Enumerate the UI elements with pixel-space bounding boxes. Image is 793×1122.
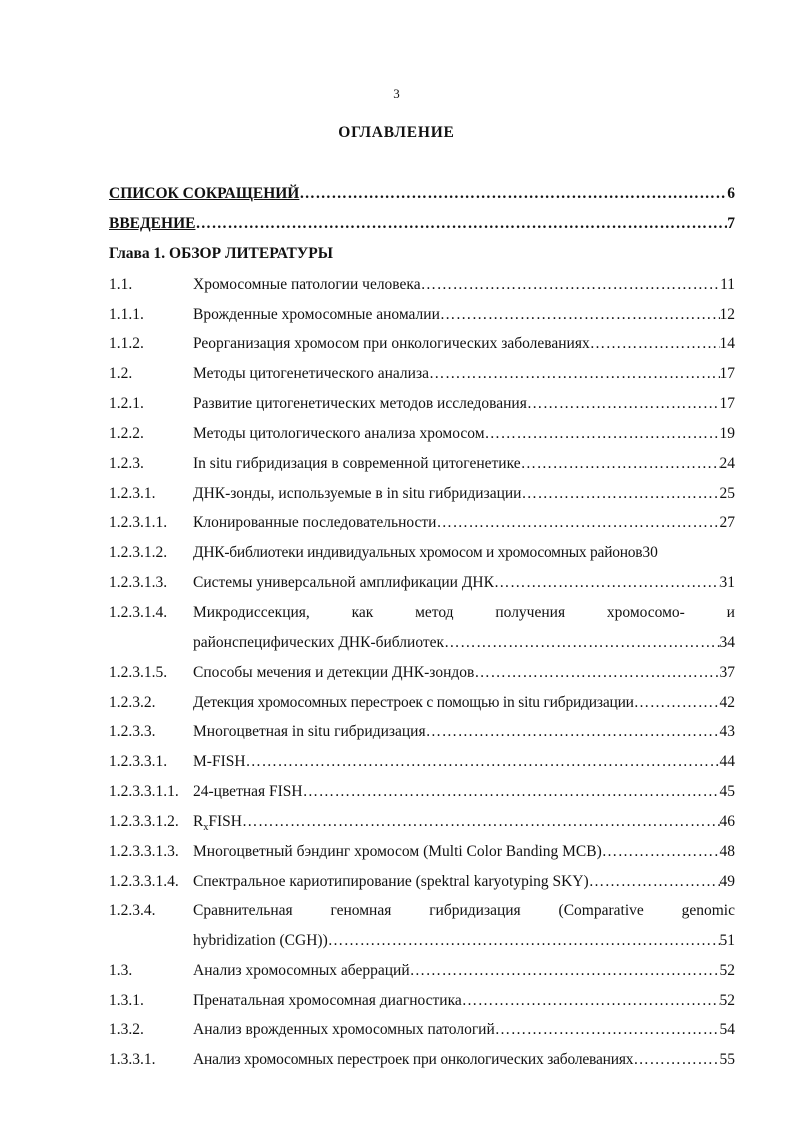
toc-entry-text: Врожденные хромосомные аномалии: [193, 306, 440, 323]
toc-entry-page: 45: [719, 783, 735, 800]
toc-entry[interactable]: [109, 752, 735, 772]
toc-entry-number: 1.2.: [109, 365, 133, 382]
word: получения: [495, 604, 566, 621]
toc-entry-number: 1.2.3.3.1.4.: [109, 873, 179, 890]
toc-entry-page: 17: [719, 395, 735, 412]
toc-entry-text: ДНК-библиотеки индивидуальных хромосом и хромосомных районов: [193, 544, 643, 561]
toc-entry[interactable]: [109, 991, 735, 1011]
toc-entry-text: Детекция хромосомных перестроек с помощью in situ гибридизации: [193, 694, 634, 711]
toc-entry-page: 54: [719, 1021, 735, 1038]
leader-dots: [527, 394, 720, 414]
toc-entry-text: Пренатальная хромосомная диагностика: [193, 992, 462, 1009]
toc-entry-justified-line[interactable]: [193, 901, 735, 921]
leader-dots: [436, 513, 719, 533]
toc-entry-continuation[interactable]: [193, 931, 735, 951]
toc-entry-page: 37: [719, 664, 735, 681]
toc-entry-number: 1.1.1.: [109, 306, 144, 323]
word: гибридизация: [429, 902, 521, 919]
leader-dots: [328, 931, 720, 951]
toc-entry-number: 1.2.3.1.: [109, 485, 156, 502]
chapter-heading: [109, 244, 735, 264]
word: геномная: [330, 902, 392, 919]
toc-entry-abbreviations[interactable]: [109, 184, 735, 204]
toc-entry[interactable]: [109, 573, 735, 593]
toc-entry-number: 1.2.2.: [109, 425, 144, 442]
toc-entry-number: 1.2.3.1.1.: [109, 514, 168, 531]
toc-entry-number: 1.2.3.1.3.: [109, 574, 168, 591]
toc-entry-text: M-FISH: [193, 753, 246, 770]
page-title: ОГЛАВЛЕНИЕ: [338, 124, 455, 141]
leader-dots: [495, 1020, 720, 1040]
toc-entry-text: Спектральное кариотипирование (spektral karyotyping SKY): [193, 873, 589, 890]
toc-entry-number: 1.1.: [109, 276, 133, 293]
toc-entry-text: районспецифических ДНК-библиотек: [193, 634, 445, 651]
toc-entry[interactable]: [109, 663, 735, 683]
toc-entry-page: 6: [727, 185, 735, 202]
toc-entry[interactable]: [109, 275, 735, 295]
toc-entry-number: 1.2.3.3.1.2.: [109, 813, 179, 830]
leader-dots: [602, 842, 720, 862]
toc-entry-text: Способы мечения и детекции ДНК-зондов: [193, 664, 475, 681]
word: метод: [415, 604, 454, 621]
toc-entry[interactable]: [109, 842, 735, 862]
leader-dots: [303, 782, 720, 802]
leader-dots: [521, 484, 719, 504]
word: и: [726, 604, 735, 621]
toc-entry-page: 30: [642, 544, 658, 561]
word: genomic: [681, 902, 735, 919]
leader-dots: [633, 1050, 719, 1070]
leader-dots: [485, 424, 720, 444]
word: хромосомо-: [606, 604, 685, 621]
toc-entry-number: 1.2.1.: [109, 395, 144, 412]
toc-entry-page: 44: [719, 753, 735, 770]
toc-entry-text: hybridization (CGH)): [193, 932, 328, 949]
word: Сравнительная: [193, 902, 293, 919]
toc-entry-text: Реорганизация хромосом при онкологических заболеваниях: [193, 335, 590, 352]
toc-entry[interactable]: [109, 872, 735, 892]
toc-entry-number: 1.3.3.1.: [109, 1051, 156, 1068]
chapter-heading-text: Глава 1. ОБЗОР ЛИТЕРАТУРЫ: [109, 245, 333, 262]
toc-entry-justified-line[interactable]: [193, 603, 735, 623]
toc-entry-number: 1.2.3.4.: [109, 902, 156, 919]
toc-entry-page: 49: [719, 873, 735, 890]
leader-dots: [590, 334, 720, 354]
toc-entry-page: 46: [719, 813, 735, 830]
toc-entry-text: Методы цитогенетического анализа: [193, 365, 429, 382]
leader-dots: [521, 454, 720, 474]
leader-dots: [410, 961, 720, 981]
toc-entry-number: 1.3.1.: [109, 992, 144, 1009]
leader-dots: [299, 184, 727, 204]
toc-entry-page: 17: [719, 365, 735, 382]
leader-dots: [421, 275, 720, 295]
word: как: [351, 604, 374, 621]
toc-entry-text: 24-цветная FISH: [193, 783, 303, 800]
leader-dots: [440, 305, 720, 325]
toc-entry-number: 1.1.2.: [109, 335, 144, 352]
toc-entry[interactable]: [109, 1020, 735, 1040]
toc-entry-page: 24: [719, 455, 735, 472]
toc-entry-number: 1.2.3.3.1.3.: [109, 843, 179, 860]
toc-entry-page: 14: [719, 335, 735, 352]
toc-entry[interactable]: [109, 543, 735, 563]
toc-entry-text: ДНК-зонды, используемые в in situ гибридизации: [193, 485, 522, 502]
toc-entry[interactable]: [109, 782, 735, 802]
toc-entry[interactable]: [109, 722, 735, 742]
leader-dots: [474, 663, 719, 683]
toc-entry-page: 52: [719, 992, 735, 1009]
toc-entry[interactable]: [109, 334, 735, 354]
toc-entry-number: 1.3.2.: [109, 1021, 144, 1038]
toc-entry-page: 12: [719, 306, 735, 323]
toc-entry-text: Системы универсальной амплификации ДНК: [193, 574, 494, 591]
toc-entry-page: 27: [719, 514, 735, 531]
page-number: 3: [393, 86, 400, 101]
leader-dots: [589, 872, 720, 892]
toc-entry-page: 42: [719, 694, 735, 711]
toc-entry-text: Анализ хромосомных аберраций: [193, 962, 410, 979]
toc-entry-page: 51: [719, 932, 735, 949]
leader-dots: [444, 633, 719, 653]
leader-dots: [242, 812, 720, 832]
leader-dots: [634, 693, 720, 713]
toc-entry-text: Анализ хромосомных перестроек при онкологических заболеваниях: [193, 1051, 634, 1068]
word: (Comparative: [558, 902, 644, 919]
toc-entry[interactable]: [109, 454, 735, 474]
toc-entry[interactable]: [109, 1050, 735, 1070]
toc-entry[interactable]: [109, 364, 735, 384]
toc-entry-page: 7: [727, 215, 735, 232]
toc-entry-number: 1.2.3.3.1.: [109, 753, 168, 770]
toc-entry-number: 1.2.3.3.1.1.: [109, 783, 179, 800]
toc-entry[interactable]: [109, 394, 735, 414]
toc-entry-page: 48: [719, 843, 735, 860]
toc-entry[interactable]: [109, 961, 735, 981]
toc-entry-continuation[interactable]: [193, 633, 735, 653]
toc-entry[interactable]: [109, 812, 735, 832]
toc-entry-page: 19: [719, 425, 735, 442]
toc-entry-page: 55: [719, 1051, 735, 1068]
toc-entry-page: 31: [719, 574, 735, 591]
leader-dots: [429, 364, 720, 384]
leader-dots: [246, 752, 720, 772]
toc-entry-text: Развитие цитогенетических методов исследования: [193, 395, 527, 412]
toc-entry-text: Методы цитологического анализа хромосом: [193, 425, 485, 442]
toc-entry-text: Анализ врожденных хромосомных патологий: [193, 1021, 495, 1038]
toc-entry-number: 1.2.3.: [109, 455, 144, 472]
toc-entry-page: 52: [719, 962, 735, 979]
toc-entry[interactable]: [109, 513, 735, 533]
leader-dots: [426, 722, 720, 742]
toc-entry-page: 25: [719, 485, 735, 502]
toc-entry-page: 34: [719, 634, 735, 651]
toc-entry-number: 1.3.: [109, 962, 133, 979]
toc-entry-text: Многоцветный бэндинг хромосом (Multi Color Banding MCB): [193, 843, 602, 860]
toc-entry-number: 1.2.3.3.: [109, 723, 156, 740]
toc-entry[interactable]: [109, 693, 735, 713]
toc-entry-number: 1.2.3.1.2.: [109, 544, 168, 561]
toc-entry-text: ВВЕДЕНИЕ: [109, 215, 196, 232]
toc-entry-page: 11: [720, 276, 735, 293]
toc-entry-text: Хромосомные патологии человека: [193, 276, 421, 293]
leader-dots: [494, 573, 720, 593]
toc-entry-text: СПИСОК СОКРАЩЕНИЙ: [109, 185, 300, 202]
toc-entry[interactable]: [109, 424, 735, 444]
toc-entry-page: 43: [719, 723, 735, 740]
leader-dots: [462, 991, 720, 1011]
toc-entry-introduction[interactable]: [109, 214, 735, 234]
toc-entry-number: 1.2.3.1.5.: [109, 664, 168, 681]
toc-entry-number: 1.2.3.1.4.: [109, 604, 168, 621]
toc-entry-text: $R_xFISH$: [193, 813, 242, 834]
word: Микродиссекция,: [193, 604, 310, 621]
toc-entry-text: In situ гибридизация в современной цитогенетике: [193, 455, 521, 472]
toc-entry[interactable]: [109, 484, 735, 504]
toc-entry[interactable]: [109, 305, 735, 325]
leader-dots: [195, 214, 727, 234]
toc-entry-number: 1.2.3.2.: [109, 694, 156, 711]
toc-entry-text: Многоцветная in situ гибридизация: [193, 723, 426, 740]
toc-entry-text: Клонированные последовательности: [193, 514, 437, 531]
